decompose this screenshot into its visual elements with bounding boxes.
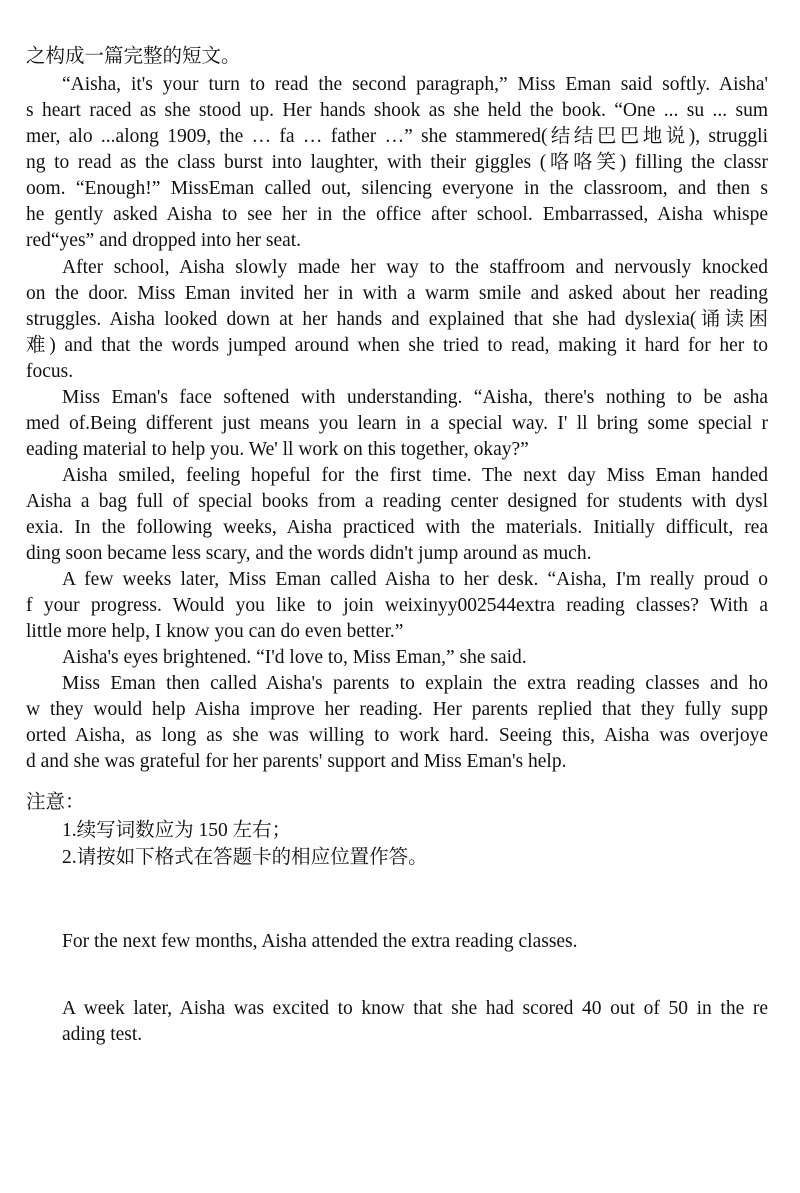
story-line: f your progress. Would you like to join weixinyy002544extra reading classes? With a [26, 595, 768, 616]
continuation-prompt-2-line: ading test. [62, 1024, 143, 1045]
story-line: Aisha smiled, feeling hopeful for the first time. The next day Miss Eman handed [62, 465, 768, 486]
story-line: struggles. Aisha looked down at her hands and explained that she had dyslexia(诵读困 [26, 309, 768, 330]
story-line: ding soon became less scary, and the words didn't jump around as much. [26, 543, 592, 564]
note-item: 1.续写词数应为 150 左右； [62, 820, 292, 841]
story-line: Miss Eman's face softened with understanding. “Aisha, there's nothing to be asha [62, 387, 768, 408]
story-line: d and she was grateful for her parents' support and Miss Eman's help. [26, 751, 567, 772]
story-line: mer, alo ...along 1909, the … fa … father …” she stammered(结结巴巴地说), struggli [26, 126, 768, 147]
continuation-prompt-2-line: A week later, Aisha was excited to know that she had scored 40 out of 50 in the re [62, 998, 768, 1019]
story-line: on the door. Miss Eman invited her in with a warm smile and asked about her reading [26, 283, 768, 304]
story-line: Aisha a bag full of special books from a reading center designed for students with dysl [26, 491, 768, 512]
notes-heading: 注意： [26, 792, 85, 813]
story-line: After school, Aisha slowly made her way to the staffroom and nervously knocked [62, 257, 768, 278]
story-line: eading material to help you. We' ll work on this together, okay?” [26, 439, 529, 460]
story-line: he gently asked Aisha to see her in the office after school. Embarrassed, Aisha whispe [26, 204, 768, 225]
story-line: little more help, I know you can do even better.” [26, 621, 404, 642]
intro-text: 之构成一篇完整的短文。 [26, 46, 241, 67]
story-line: “Aisha, it's your turn to read the second paragraph,” Miss Eman said softly. Aisha' [62, 74, 768, 95]
story-line: orted Aisha, as long as she was willing to work hard. Seeing this, Aisha was overjoye [26, 725, 768, 746]
story-line: red“yes” and dropped into her seat. [26, 230, 302, 251]
story-line: w they would help Aisha improve her reading. Her parents replied that they fully supp [26, 699, 768, 720]
note-item: 2.请按如下格式在答题卡的相应位置作答。 [62, 847, 428, 868]
story-line: Aisha's eyes brightened. “I'd love to, Miss Eman,” she said. [62, 647, 527, 668]
story-line: oom. “Enough!” MissEman called out, silencing everyone in the classroom, and then s [26, 178, 768, 199]
story-line: A few weeks later, Miss Eman called Aisha to her desk. “Aisha, I'm really proud o [62, 569, 768, 590]
story-line: ng to read as the class burst into laughter, with their giggles (咯咯笑) filling the classr [26, 152, 768, 173]
story-line: 难) and that the words jumped around when she tried to read, making it hard for her to [26, 335, 768, 356]
continuation-prompt-1: For the next few months, Aisha attended the extra reading classes. [62, 931, 578, 952]
story-line: focus. [26, 361, 74, 382]
story-line: exia. In the following weeks, Aisha practiced with the materials. Initially difficult, rea [26, 517, 768, 538]
story-line: Miss Eman then called Aisha's parents to explain the extra reading classes and ho [62, 673, 768, 694]
story-line: s heart raced as she stood up. Her hands shook as she held the book. “One ... su ... sum [26, 100, 768, 121]
story-line: med of.Being different just means you learn in a special way. I' ll bring some special r [26, 413, 768, 434]
